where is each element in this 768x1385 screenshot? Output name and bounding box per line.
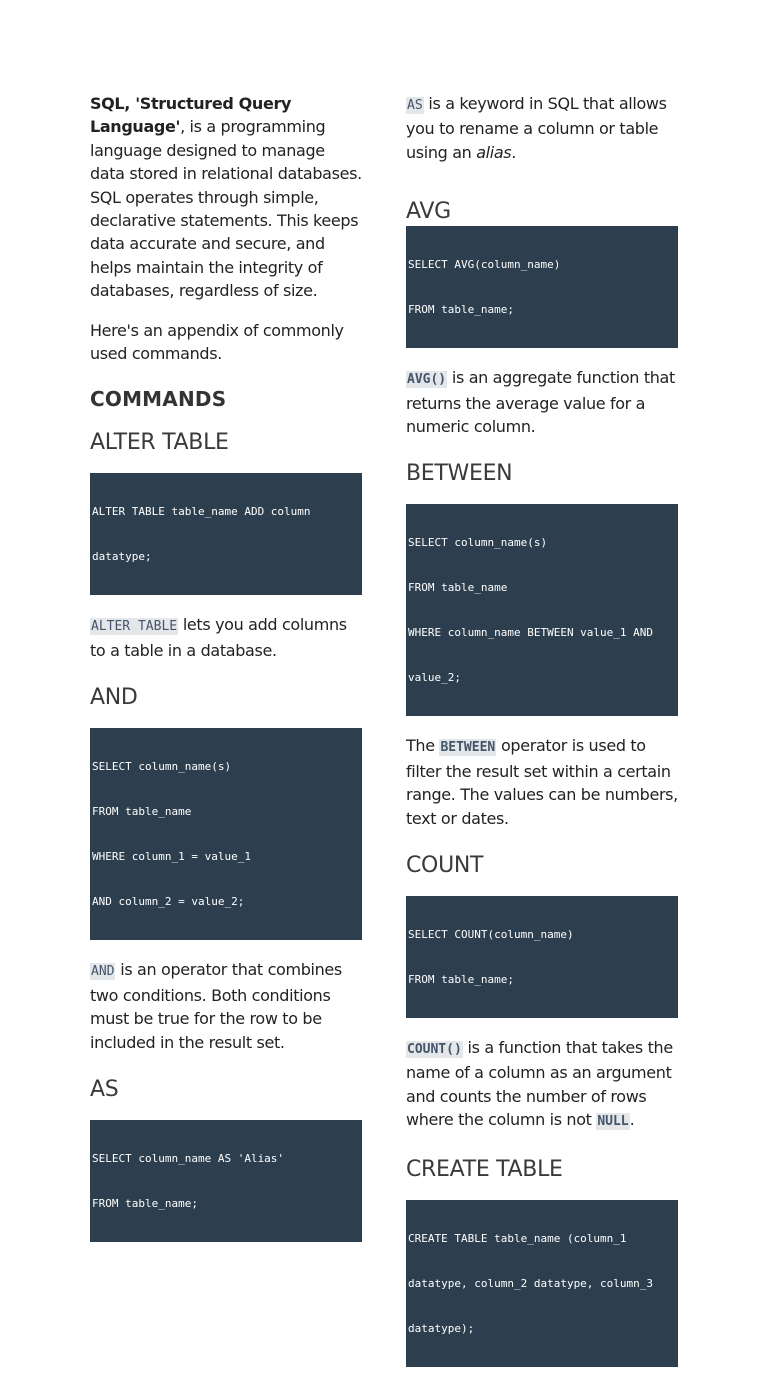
description-text: is a function that takes the name of a column as an argument and counts the number of rows where the column is not [406, 1038, 673, 1130]
inline-code: COUNT() [407, 1042, 462, 1058]
description-text: . [511, 142, 517, 162]
code-line: FROM table_name; [92, 1196, 198, 1210]
inline-code: NULL [597, 1114, 629, 1130]
inline-code: ALTER TABLE [91, 619, 178, 635]
code-line: SELECT column_name(s) [92, 760, 232, 774]
create-table-title: CREATE TABLE [406, 1156, 563, 1182]
intro-paragraph [90, 92, 362, 303]
avg-title: AVG [406, 199, 451, 225]
description-text: . [629, 1110, 635, 1130]
code-line: SELECT column_name AS 'Alias' [92, 1151, 285, 1165]
inline-code: AND [91, 964, 115, 980]
description-text: The [406, 736, 440, 756]
right-column [406, 92, 678, 1385]
avg-code [406, 226, 678, 348]
and-code [90, 728, 362, 940]
alter-table-title: ALTER TABLE [90, 430, 229, 456]
code-line: CREATE TABLE table_name (column_1 [408, 1231, 627, 1245]
left-column [90, 92, 362, 1260]
inline-code: AVG() [407, 372, 447, 388]
description-text: is an aggregate function that returns the average value for a numeric column. [406, 368, 675, 437]
and-description [90, 958, 362, 1054]
and-title: AND [90, 685, 138, 711]
code-line: datatype); [408, 1321, 475, 1335]
alias-emphasis: alias [476, 142, 512, 162]
code-line: FROM table_name; [408, 973, 514, 987]
code-line: FROM table_name [92, 805, 192, 819]
as-description [406, 92, 678, 164]
alter-table-code [90, 473, 362, 595]
code-line: SELECT COUNT(column_name) [408, 928, 574, 942]
code-line: WHERE column_name BETWEEN value_1 AND [408, 626, 654, 640]
as-code [90, 1120, 362, 1242]
description-text: operator is used to filter the result set within a certain range. The values can be numbers, text or dates. [406, 736, 678, 828]
count-title: COUNT [406, 853, 484, 879]
intro-bold: SQL, 'Structured Query Language' [90, 94, 292, 137]
as-title: AS [90, 1076, 119, 1102]
avg-description [406, 366, 678, 438]
between-title: BETWEEN [406, 461, 513, 487]
code-line: SELECT AVG(column_name) [408, 258, 561, 272]
commands-heading: COMMANDS [90, 387, 227, 412]
between-code [406, 504, 678, 716]
intro-text: , is a programming language designed to manage data stored in relational databases. SQL operates through simple, declarative statements. This keeps data accurate and secure, and helps maintain the integrity of databases, regardless of size. [90, 117, 362, 301]
code-line: SELECT column_name(s) [408, 536, 548, 550]
description-text: is an operator that combines two conditions. Both conditions must be true for the row to be included in the result set. [90, 960, 342, 1052]
code-line: value_2; [408, 671, 461, 685]
inline-code: AS [407, 98, 423, 113]
description-text: is a keyword in SQL that allows you to rename a column or table using an [406, 94, 667, 162]
code-line: FROM table_name [408, 581, 508, 595]
create-table-code [406, 1200, 678, 1367]
description-text: lets you add columns to a table in a database. [90, 615, 347, 660]
code-line: datatype; [92, 550, 152, 564]
code-line: ALTER TABLE table_name ADD column [92, 505, 311, 519]
alter-table-description [90, 613, 362, 662]
code-line: datatype, column_2 datatype, column_3 [408, 1276, 654, 1290]
count-code [406, 896, 678, 1018]
code-line: AND column_2 = value_2; [92, 895, 245, 909]
code-line: WHERE column_1 = value_1 [92, 850, 251, 864]
count-description [406, 1036, 678, 1134]
appendix-paragraph: Here's an appendix of commonly used commands. [90, 320, 344, 364]
code-line: FROM table_name; [408, 303, 514, 317]
inline-code: BETWEEN [440, 740, 496, 756]
between-description [406, 734, 678, 830]
